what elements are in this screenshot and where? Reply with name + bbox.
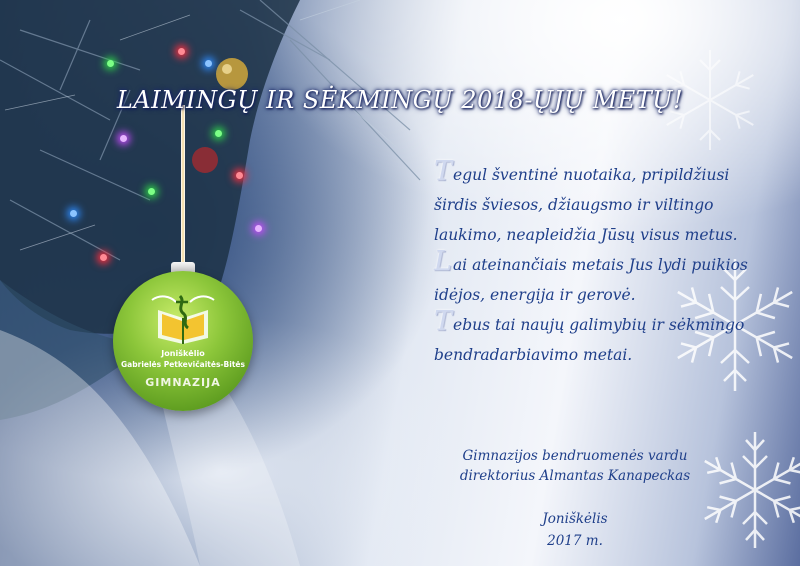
place-name: Joniškėlis — [542, 511, 608, 527]
light-icon — [215, 130, 222, 137]
greeting-message — [434, 156, 784, 370]
message-text: idėjos, energija ir gerovė. — [434, 286, 636, 304]
message-initial: T — [434, 156, 453, 187]
light-icon — [236, 172, 243, 179]
message-text: širdis šviesos, džiaugsmo ir viltingo — [434, 196, 714, 214]
greeting-title: LAIMINGŲ IR SĖKMINGŲ 2018-ŲJŲ METŲ! — [116, 86, 684, 114]
ornament-text-town: Joniškėlio — [161, 349, 205, 358]
message-text: ai ateinančiais metais Jus lydi puikios — [452, 256, 748, 274]
message-initial: L — [434, 246, 452, 277]
message-line — [434, 280, 784, 310]
place-date-block — [440, 508, 710, 552]
light-icon — [100, 254, 107, 261]
message-line — [434, 220, 784, 250]
light-icon — [148, 188, 155, 195]
message-text: egul šventinė nuotaika, pripildžiusi — [453, 166, 730, 184]
message-text: bendradarbiavimo metai. — [434, 346, 633, 364]
ornament-text-name: Gabrielės Petkevičaitės-Bitės — [121, 360, 245, 369]
light-icon — [255, 225, 262, 232]
message-line — [434, 246, 784, 280]
signature-line-director: direktorius Almantas Kanapeckas — [459, 468, 691, 484]
message-text: ebus tai naujų galimybių ir sėkmingo — [453, 316, 745, 334]
ornament-string — [181, 105, 185, 275]
message-text: laukimo, neapleidžia Jūsų visus metus. — [434, 226, 738, 244]
signature-line-community: Gimnazijos bendruomenės vardu — [462, 448, 688, 464]
light-icon — [205, 60, 212, 67]
light-icon — [178, 48, 185, 55]
ornament-text-school: GIMNAZIJA — [145, 376, 221, 389]
year-text: 2017 m. — [547, 533, 603, 549]
signature-block — [440, 446, 710, 486]
message-line — [434, 306, 784, 340]
light-icon — [120, 135, 127, 142]
message-line — [434, 340, 784, 370]
light-icon — [107, 60, 114, 67]
message-line — [434, 190, 784, 220]
message-initial: T — [434, 306, 453, 337]
message-line — [434, 156, 784, 190]
school-logo-icon — [130, 288, 236, 348]
light-icon — [70, 210, 77, 217]
